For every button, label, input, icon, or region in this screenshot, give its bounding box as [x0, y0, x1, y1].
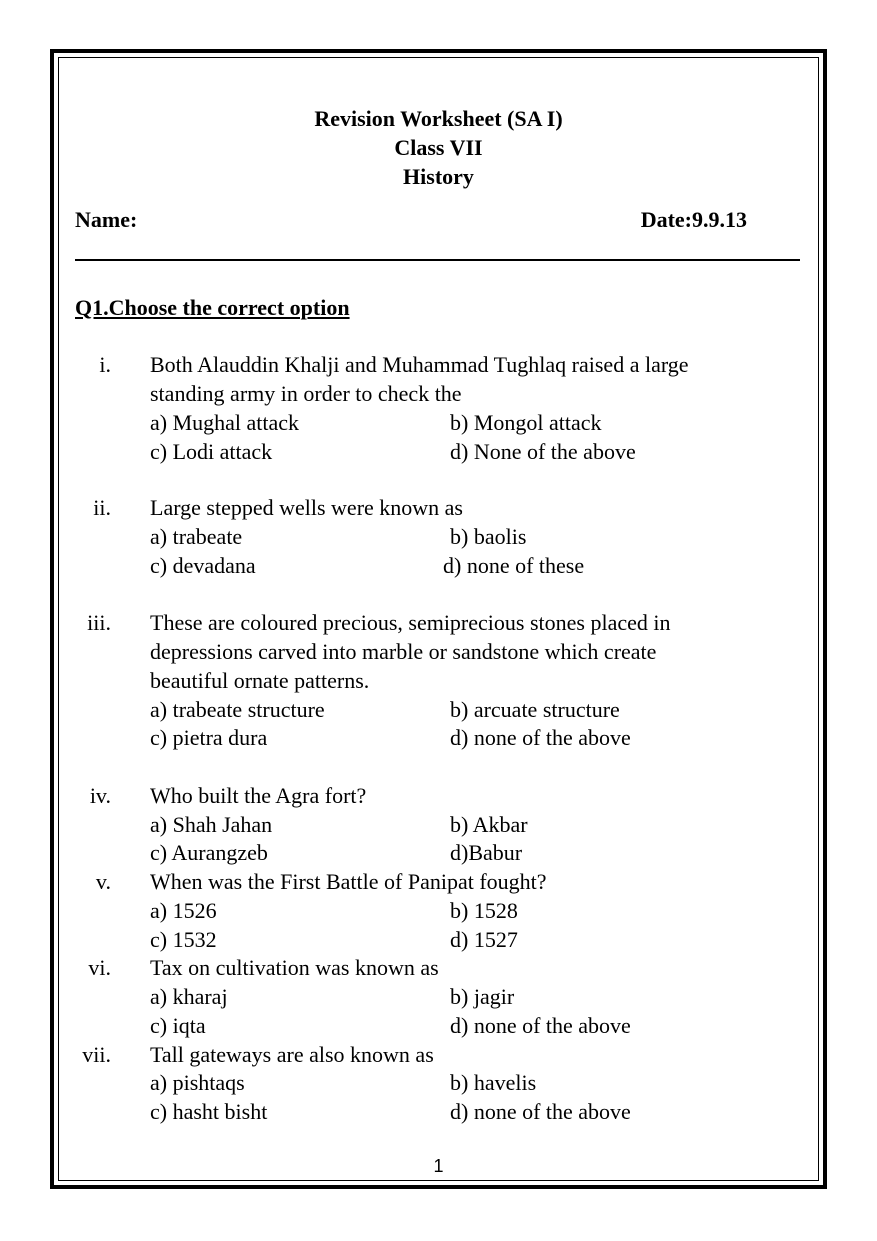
- question-number: i.: [99, 352, 111, 377]
- option-b: b) Mongol attack: [450, 410, 602, 435]
- name-label: Name:: [75, 207, 138, 232]
- option-a: a) Shah Jahan: [150, 812, 273, 837]
- question-text: When was the First Battle of Panipat fought?: [150, 869, 547, 894]
- option-d: d)Babur: [450, 840, 523, 865]
- worksheet-title: Revision Worksheet (SA I): [314, 106, 563, 131]
- option-a: a) trabeate structure: [150, 697, 325, 722]
- question-text: Tall gateways are also known as: [150, 1042, 434, 1067]
- section-title: Q1.Choose the correct option: [75, 295, 350, 320]
- option-a: a) kharaj: [150, 984, 228, 1009]
- question-number: iv.: [89, 783, 111, 808]
- question-text: Tax on cultivation was known as: [150, 955, 439, 980]
- option-a: a) pishtaqs: [150, 1070, 245, 1095]
- option-d: d) None of the above: [450, 439, 636, 464]
- option-d: d) none of the above: [450, 725, 631, 750]
- option-d: d) none of these: [443, 553, 585, 578]
- question-text: beautiful ornate patterns.: [150, 668, 370, 693]
- option-b: b) havelis: [450, 1070, 537, 1095]
- option-d: d) none of the above: [450, 1013, 631, 1038]
- question-number: v.: [95, 869, 111, 894]
- option-a: a) trabeate: [150, 524, 243, 549]
- option-b: b) arcuate structure: [450, 697, 620, 722]
- page-number: 1: [433, 1156, 444, 1176]
- option-b: b) jagir: [450, 984, 515, 1009]
- option-c: c) 1532: [150, 927, 217, 952]
- subject-label: History: [403, 164, 474, 189]
- question-text: depressions carved into marble or sandstone which create: [150, 639, 657, 664]
- question-number: vi.: [88, 955, 111, 980]
- option-b: b) 1528: [450, 898, 518, 923]
- option-c: c) iqta: [150, 1013, 206, 1038]
- question-text: Both Alauddin Khalji and Muhammad Tughlaq raised a large: [150, 352, 689, 377]
- question-number: vii.: [82, 1042, 111, 1067]
- date-label: Date:9.9.13: [640, 207, 747, 232]
- option-c: c) hasht bisht: [150, 1099, 268, 1124]
- question-text: standing army in order to check the: [150, 381, 462, 406]
- option-b: b) Akbar: [450, 812, 528, 837]
- question-text: These are coloured precious, semiprecious stones placed in: [150, 610, 671, 635]
- option-c: c) Lodi attack: [150, 439, 273, 464]
- question-number: ii.: [93, 495, 111, 520]
- option-c: c) pietra dura: [150, 725, 268, 750]
- option-a: a) 1526: [150, 898, 217, 923]
- separator-line: [75, 259, 800, 261]
- question-text: Who built the Agra fort?: [150, 783, 367, 808]
- option-c: c) Aurangzeb: [150, 840, 268, 865]
- class-label: Class VII: [394, 135, 483, 160]
- option-d: d) 1527: [450, 927, 518, 952]
- option-b: b) baolis: [450, 524, 527, 549]
- question-number: iii.: [87, 610, 111, 635]
- option-a: a) Mughal attack: [150, 410, 300, 435]
- question-text: Large stepped wells were known as: [150, 495, 463, 520]
- option-c: c) devadana: [150, 553, 256, 578]
- name-date-row: [75, 207, 747, 235]
- option-d: d) none of the above: [450, 1099, 631, 1124]
